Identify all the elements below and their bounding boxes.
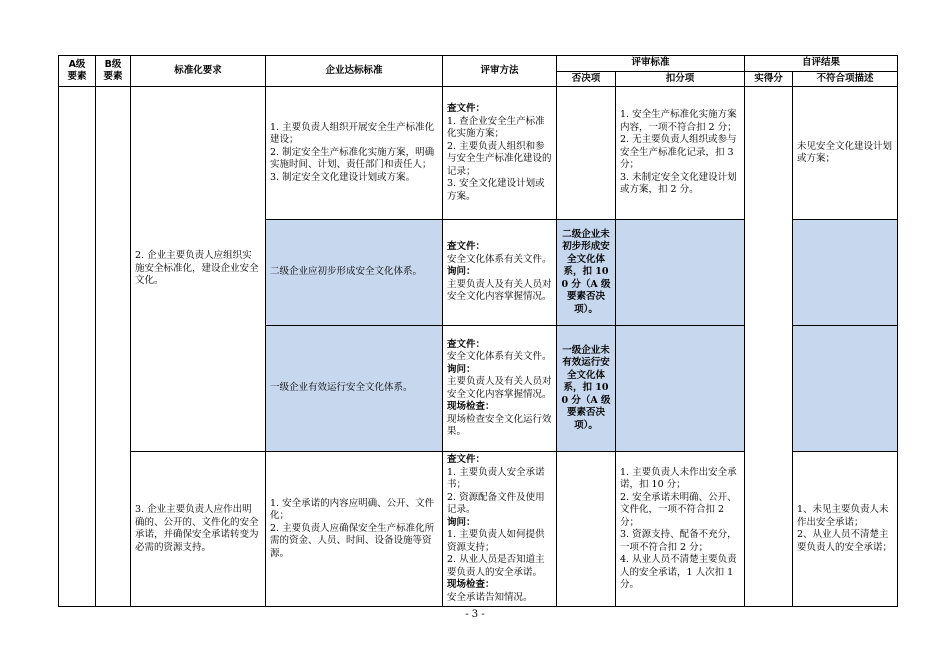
- nonconform-header: 不符合项描述: [793, 71, 898, 87]
- score-header: 实得分: [745, 71, 793, 87]
- standard-cell: 1. 主要负责人组织开展安全生产标准化建设； 2. 制定安全生产标准化实施方案，明确实施时间、计划、责任部门和责任人； 3. 制定安全文化建设计划或方案。: [266, 87, 443, 220]
- method-label: 查文件：: [447, 338, 486, 350]
- method-text: 现场检查安全文化运行效果。: [447, 413, 552, 437]
- deduction-cell: [616, 220, 745, 326]
- veto-cell: 一级企业未有效运行安全文化体系，扣 100 分（A 级要素否决项）。: [557, 326, 616, 452]
- evaluation-table: [58, 55, 898, 607]
- veto-header: 否决项: [557, 71, 616, 87]
- method-label: 查文件：: [447, 454, 486, 465]
- deduction-cell: 1. 安全生产标准化实施方案内容，一项不符合扣 2 分； 2. 无主要负责人组织或参与安全生产标准化记录，扣 3 分； 3. 未制定安全文化建设计划或方案，扣 2 分。: [616, 87, 745, 220]
- a-level-header: A级 要素: [59, 56, 96, 87]
- method-cell: [443, 326, 557, 452]
- method-label: 询问：: [447, 363, 476, 375]
- method-text: 安全承诺告知情况。: [447, 591, 533, 603]
- standard-header: 企业达标标准: [266, 56, 443, 87]
- veto-cell: 二级企业未初步形成安全文化体系，扣 100 分（A 级要素否决项）。: [557, 220, 616, 326]
- requirement-header: 标准化要求: [131, 56, 266, 87]
- b-level-header: B级 要素: [96, 56, 131, 87]
- review-standard-header: 评审标准: [557, 56, 745, 72]
- method-text: 1. 主要负责人如何提供资源支持； 2. 从业人员是否知道主要负责人的安全承诺。: [447, 529, 545, 578]
- method-label: 现场检查：: [447, 579, 495, 590]
- b-item-2: 2. 企业主要负责人应组织实施安全标准化，建设企业安全文化。: [131, 87, 266, 452]
- veto-cell: [557, 452, 616, 607]
- veto-cell: [557, 87, 616, 220]
- standard-cell: 二级企业应初步形成安全文化体系。: [266, 220, 443, 326]
- method-header: 评审方法: [443, 56, 557, 87]
- method-label: 现场检查：: [447, 401, 495, 412]
- standard-cell: 1. 安全承诺的内容应明确、公开、文件化； 2. 主要负责人应确保安全生产标准化所需的资金、人员、时间、设备设施等资源。: [266, 452, 443, 607]
- self-eval-header: 自评结果: [745, 56, 898, 72]
- score-cell: [745, 87, 793, 607]
- a-level-cell: [59, 87, 96, 607]
- method-cell: [443, 87, 557, 220]
- method-text: 安全文化体系有关文件。: [447, 351, 552, 362]
- page-number: - 3 -: [465, 609, 485, 620]
- nonconform-cell: 1、未见主要负责人未作出安全承诺； 2、从业人员不清楚主要负责人的安全承诺；: [793, 452, 898, 607]
- b-level-cell: [96, 87, 131, 607]
- method-label: 询问：: [447, 516, 476, 528]
- deduction-cell: 1. 主要负责人未作出安全承诺，扣 10 分； 2. 安全承诺未明确、公开、文件化，一项不符合扣 2 分； 3. 资源支持、配备不充分，一项不符合扣 2 分； 4. 从业人员不清楚主要负责人的安全承诺，1 人次扣 1 分。: [616, 452, 745, 607]
- method-cell: [443, 220, 557, 326]
- nonconform-cell: 未见安全文化建设计划或方案；: [793, 87, 898, 220]
- b-item-3: 3. 企业主要负责人应作出明确的、公开的、文件化的安全承诺，并确保安全承诺转变为必需的资源支持。: [131, 452, 266, 607]
- table-row: [59, 87, 898, 220]
- method-label: 询问：: [447, 266, 476, 278]
- nonconform-cell: [793, 326, 898, 452]
- nonconform-cell: [793, 220, 898, 326]
- method-text: 1. 主要负责人安全承诺书； 2. 资源配备文件及使用记录。: [447, 466, 545, 515]
- method-label: 查文件：: [447, 241, 486, 253]
- deduction-cell: [616, 326, 745, 452]
- method-text: 安全文化体系有关文件。: [447, 253, 552, 265]
- deduction-header: 扣分项: [616, 71, 745, 87]
- method-label: 查文件：: [447, 103, 486, 114]
- method-text: 主要负责人及有关人员对安全文化内容掌握情况。: [447, 376, 552, 400]
- method-text: 1. 查企业安全生产标准化实施方案； 2. 主要负责人组织和参与安全生产标准化建设的记录； 3. 安全文化建设计划或方案。: [447, 115, 552, 202]
- method-cell: [443, 452, 557, 607]
- standard-cell: 一级企业有效运行安全文化体系。: [266, 326, 443, 452]
- method-text: 主要负责人及有关人员对安全文化内容掌握情况。: [447, 278, 552, 303]
